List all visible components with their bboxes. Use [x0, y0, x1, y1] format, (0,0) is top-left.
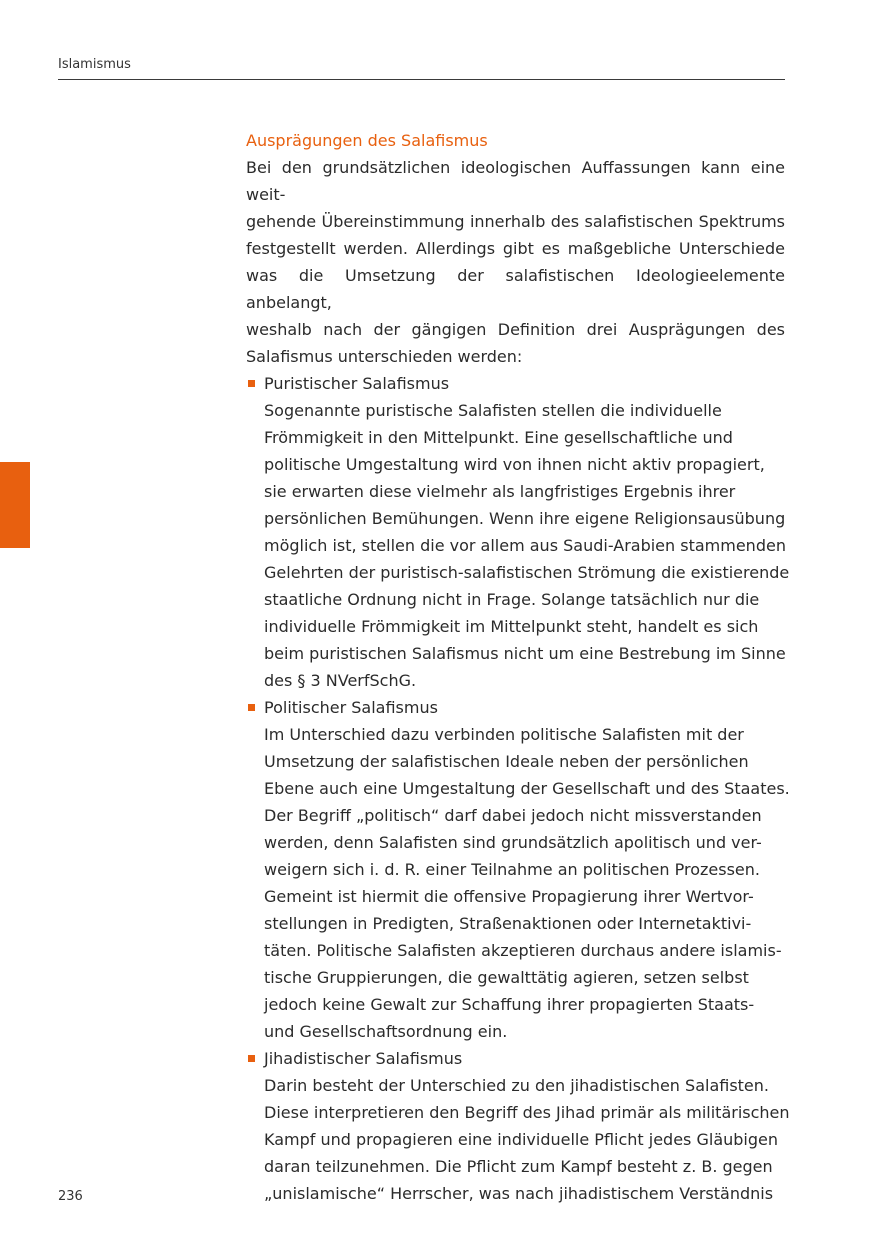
running-head: Islamismus	[58, 57, 131, 72]
bullet-text-line: Gemeint ist hiermit die offensive Propagierung ihrer Wertvor-	[264, 887, 754, 906]
intro-line: weshalb nach der gängigen Definition drei Ausprägungen des	[246, 320, 785, 339]
bullet-item	[246, 370, 790, 694]
bullet-text-line: tische Gruppierungen, die gewalttätig agieren, setzen selbst	[264, 968, 749, 987]
bullet-list	[246, 370, 790, 1207]
intro-line: Salafismus unterschieden werden:	[246, 347, 523, 366]
bullet-text-line: Kampf und propagieren eine individuelle Pflicht jedes Gläubigen	[264, 1130, 779, 1149]
bullet-text-line: jedoch keine Gewalt zur Schaffung ihrer propagierten Staats-	[264, 995, 755, 1014]
bullet-text-line: staatliche Ordnung nicht in Frage. Solange tatsächlich nur die	[264, 590, 760, 609]
section-title: Ausprägungen des Salafismus	[246, 131, 488, 150]
bullet-text-line: Im Unterschied dazu verbinden politische Salafisten mit der	[264, 725, 744, 744]
bullet-text-line: persönlichen Bemühungen. Wenn ihre eigene Religionsausübung	[264, 509, 786, 528]
bullet-heading: Puristischer Salafismus	[264, 374, 450, 393]
bullet-square-icon	[248, 1055, 255, 1062]
page-number: 236	[58, 1189, 83, 1204]
bullet-item	[246, 694, 790, 1045]
bullet-text-line: werden, denn Salafisten sind grundsätzlich apolitisch und ver-	[264, 833, 762, 852]
bullet-item	[246, 1045, 790, 1207]
bullet-text-line: und Gesellschaftsordnung ein.	[264, 1022, 508, 1041]
intro-line: was die Umsetzung der salafistischen Ideologieelemente anbelangt,	[246, 266, 785, 312]
bullet-text-line: Der Begriff „politisch“ darf dabei jedoch nicht missverstanden	[264, 806, 762, 825]
bullet-text-line: beim puristischen Salafismus nicht um eine Bestrebung im Sinne	[264, 644, 786, 663]
intro-line: festgestellt werden. Allerdings gibt es maßgebliche Unterschiede	[246, 239, 785, 258]
bullet-square-icon	[248, 704, 255, 711]
bullet-square-icon	[248, 380, 255, 387]
bullet-heading: Politischer Salafismus	[264, 698, 438, 717]
bullet-text-line: Diese interpretieren den Begriff des Jihad primär als militärischen	[264, 1103, 790, 1122]
main-content	[246, 127, 790, 1207]
bullet-text-line: Frömmigkeit in den Mittelpunkt. Eine gesellschaftliche und	[264, 428, 733, 447]
bullet-text-line: täten. Politische Salafisten akzeptieren durchaus andere islamis-	[264, 941, 782, 960]
intro-line: Bei den grundsätzlichen ideologischen Auffassungen kann eine weit-	[246, 158, 785, 204]
bullet-text-line: weigern sich i. d. R. einer Teilnahme an politischen Prozessen.	[264, 860, 760, 879]
intro-paragraph	[246, 154, 785, 370]
bullet-text-line: Umsetzung der salafistischen Ideale neben der persönlichen	[264, 752, 749, 771]
bullet-text-line: „unislamische“ Herrscher, was nach jihadistischem Verständnis	[264, 1184, 774, 1203]
bullet-text-line: Gelehrten der puristisch-salafistischen Strömung die existierende	[264, 563, 790, 582]
bullet-text-line: Darin besteht der Unterschied zu den jihadistischen Salafisten.	[264, 1076, 769, 1095]
bullet-text-line: daran teilzunehmen. Die Pflicht zum Kampf besteht z. B. gegen	[264, 1157, 773, 1176]
chapter-marker-tab	[0, 462, 30, 548]
bullet-text-line: Sogenannte puristische Salafisten stellen die individuelle	[264, 401, 722, 420]
bullet-text-line: politische Umgestaltung wird von ihnen nicht aktiv propagiert,	[264, 455, 765, 474]
header-divider	[58, 79, 785, 80]
bullet-text-line: des § 3 NVerfSchG.	[264, 671, 417, 690]
bullet-text-line: sie erwarten diese vielmehr als langfristiges Ergebnis ihrer	[264, 482, 736, 501]
bullet-text-line: möglich ist, stellen die vor allem aus Saudi-Arabien stammenden	[264, 536, 786, 555]
bullet-text-line: stellungen in Predigten, Straßenaktionen oder Internetaktivi-	[264, 914, 752, 933]
bullet-text-line: Ebene auch eine Umgestaltung der Gesellschaft und des Staates.	[264, 779, 790, 798]
intro-line: gehende Übereinstimmung innerhalb des salafistischen Spektrums	[246, 212, 785, 231]
bullet-heading: Jihadistischer Salafismus	[264, 1049, 463, 1068]
bullet-text-line: individuelle Frömmigkeit im Mittelpunkt steht, handelt es sich	[264, 617, 759, 636]
